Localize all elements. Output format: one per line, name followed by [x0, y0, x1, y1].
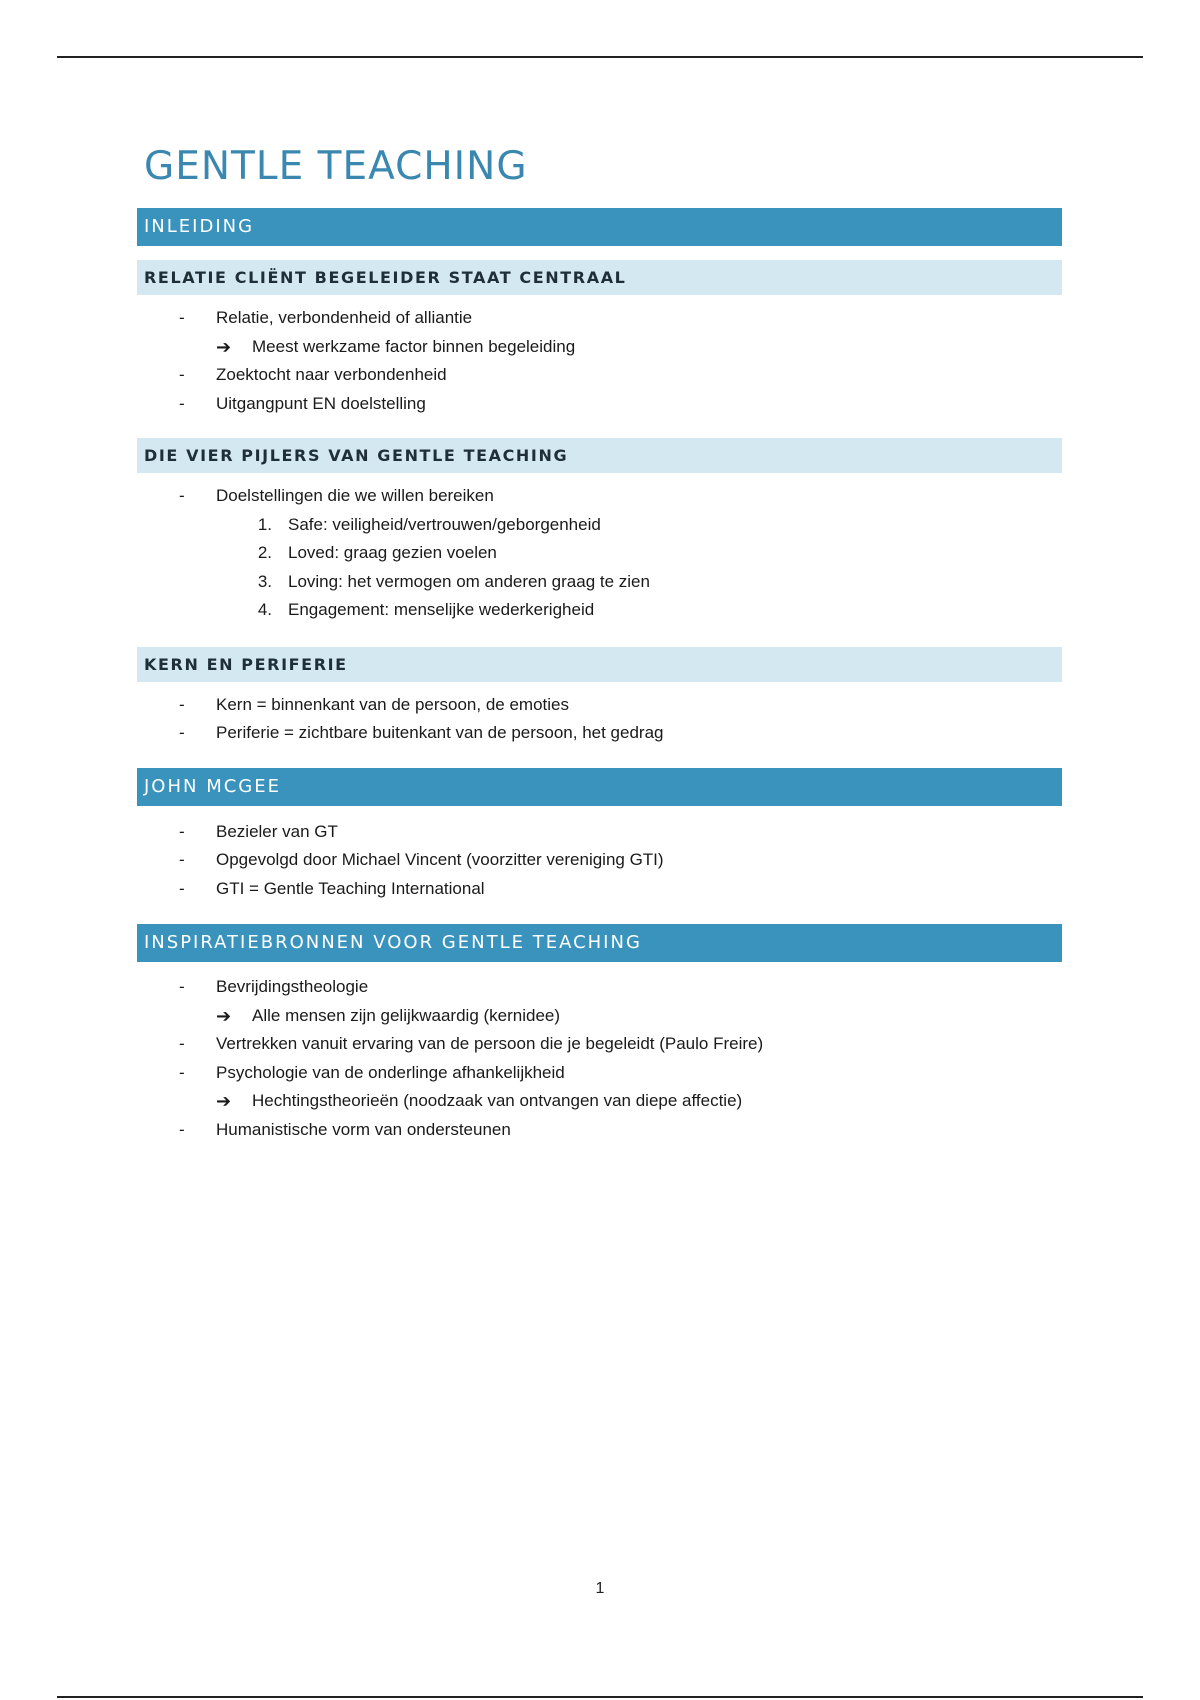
list-item: - Kern = binnenkant van de persoon, de emoties: [137, 691, 1062, 720]
dash-bullet: -: [179, 821, 185, 841]
subheading-pijlers: DIE VIER PIJLERS VAN GENTLE TEACHING: [137, 438, 1062, 473]
heading-inleiding: INLEIDING: [137, 208, 1062, 246]
dash-bullet: -: [179, 486, 185, 505]
dash-bullet: -: [179, 850, 185, 869]
list-inspiratie: [137, 973, 1062, 1144]
dash-bullet: -: [179, 365, 185, 384]
list-item: - Relatie, verbondenheid of alliantie: [137, 304, 1062, 333]
heading-john-mcgee: JOHN MCGEE: [137, 768, 1062, 806]
dash-bullet: -: [179, 723, 185, 742]
list-item: - Humanistische vorm van ondersteunen: [137, 1116, 1062, 1145]
dash-bullet: -: [179, 878, 185, 898]
list-item: - Doelstellingen die we willen bereiken: [137, 482, 1062, 511]
list-relatie: [137, 304, 1062, 418]
list-kern: [137, 691, 1062, 748]
list-item: - Bevrijdingstheologie: [137, 973, 1062, 1002]
numbered-item: 4. Engagement: menselijke wederkerigheid: [257, 600, 595, 619]
dash-bullet: -: [179, 1034, 185, 1053]
list-item: - Zoektocht naar verbondenheid: [137, 361, 1062, 390]
numbered-item: 1. Safe: veiligheid/vertrouwen/geborgenheid: [257, 514, 601, 534]
numbered-item: 2. Loved: graag gezien voelen: [257, 543, 497, 562]
list-item: ➔ Meest werkzame factor binnen begeleiding: [137, 333, 1062, 362]
page-content: [137, 140, 1062, 1144]
list-item: - GTI = Gentle Teaching International: [137, 875, 1062, 904]
list-item: - Periferie = zichtbare buitenkant van de persoon, het gedrag: [137, 719, 1062, 748]
list-pijlers: [137, 482, 1062, 625]
list-item: ➔ Hechtingstheorieën (noodzaak van ontvangen van diepe affectie): [137, 1087, 1062, 1116]
list-item: ➔ Alle mensen zijn gelijkwaardig (kernidee): [137, 1002, 1062, 1031]
footer-rule: [57, 1696, 1143, 1698]
list-item: - Psychologie van de onderlinge afhankelijkheid: [137, 1059, 1062, 1088]
arrow-right-icon: ➔: [216, 336, 232, 357]
heading-inspiratiebronnen: INSPIRATIEBRONNEN VOOR GENTLE TEACHING: [137, 924, 1062, 962]
arrow-right-icon: ➔: [216, 1091, 232, 1111]
dash-bullet: -: [179, 393, 185, 413]
dash-bullet: -: [179, 308, 185, 327]
list-item: - Bezieler van GT: [137, 818, 1062, 847]
arrow-right-icon: ➔: [216, 1005, 232, 1026]
list-item: - Vertrekken vanuit ervaring van de persoon die je begeleidt (Paulo Freire): [137, 1030, 1062, 1059]
list-item: - Opgevolgd door Michael Vincent (voorzitter vereniging GTI): [137, 846, 1062, 875]
dash-bullet: -: [179, 1119, 185, 1139]
subheading-relatie: RELATIE CLIËNT BEGELEIDER STAAT CENTRAAL: [137, 260, 1062, 295]
header-rule: [57, 56, 1143, 58]
subheading-kern: KERN EN PERIFERIE: [137, 647, 1062, 682]
list-item: - Uitgangpunt EN doelstelling: [137, 390, 1062, 419]
numbered-item: 3. Loving: het vermogen om anderen graag te zien: [257, 571, 650, 591]
dash-bullet: -: [179, 694, 185, 714]
dash-bullet: -: [179, 1062, 185, 1082]
dash-bullet: -: [179, 977, 185, 996]
page-number: 1: [595, 1580, 605, 1597]
document-title: GENTLE TEACHING: [144, 144, 528, 189]
list-mcgee: [137, 818, 1062, 904]
